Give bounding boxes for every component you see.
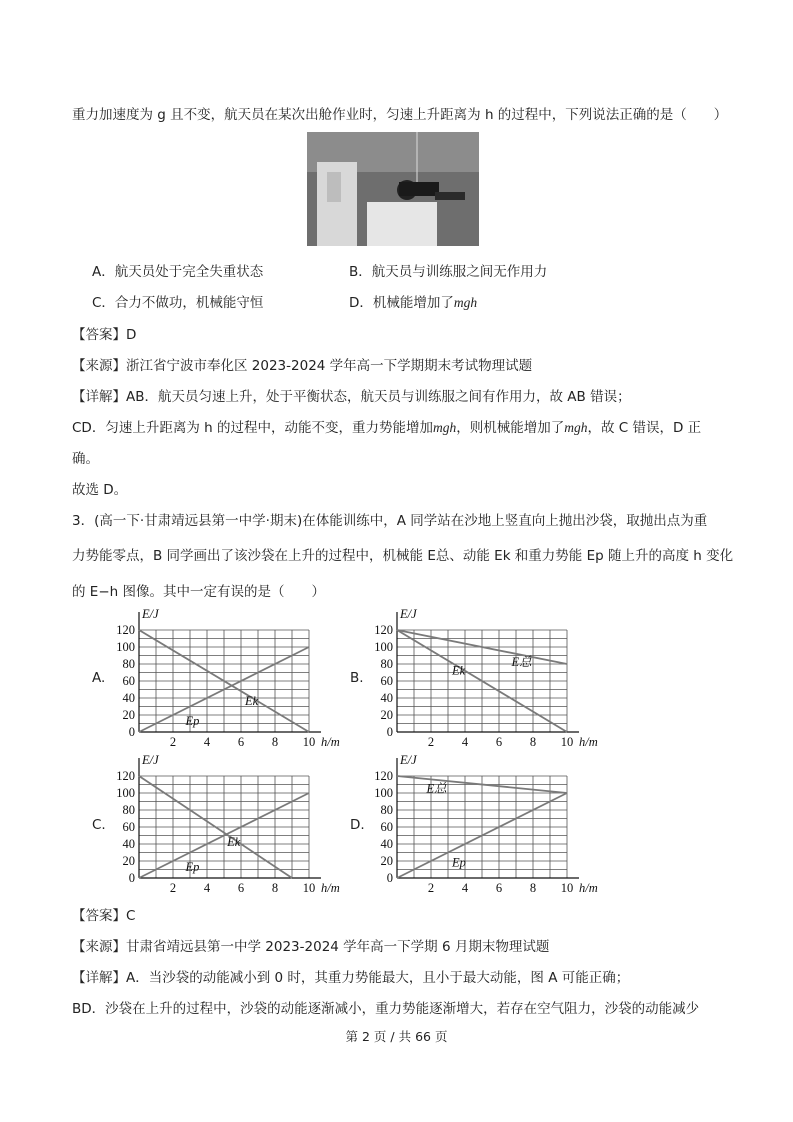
chart-c-letter: C. — [92, 817, 106, 833]
x-tick-label: 10 — [560, 735, 574, 749]
y-tick-label: 120 — [116, 769, 135, 783]
x-tick-label: 4 — [203, 735, 211, 749]
y-axis-label: E/J — [142, 754, 159, 767]
series-label: Ep — [185, 713, 200, 728]
y-tick-label: 20 — [122, 708, 135, 722]
chart-b — [363, 608, 613, 754]
q2-detail-2 — [72, 416, 701, 436]
q2-option-d — [349, 291, 477, 311]
q2-stem-line: 重力加速度为 g 且不变，航天员在某次出舱作业时，匀速上升距离为 h 的过程中，下列说法正确的是（ ） — [72, 107, 728, 123]
series-label: Ep — [452, 855, 466, 870]
chart-a — [105, 608, 345, 754]
y-tick-label: 20 — [380, 854, 393, 868]
y-axis-label: E/J — [400, 608, 417, 621]
x-tick-label: 6 — [495, 735, 503, 749]
q2-source: 【来源】浙江省宁波市奉化区 2023-2024 学年高一下学期期末考试物理试题 — [72, 358, 533, 374]
x-tick-label: 8 — [529, 735, 537, 749]
y-tick-label: 20 — [380, 708, 393, 722]
chart-d-letter: D. — [350, 817, 365, 833]
chart-b-svg — [363, 608, 613, 750]
q3-detail-1: 【详解】A．当沙袋的动能减小到 0 时，其重力势能最大，且小于最大动能，图 A 可能正确； — [72, 970, 630, 986]
q3-detail-2: BD．沙袋在上升的过程中，沙袋的动能逐渐减小，重力势能逐渐增大，若存在空气阻力，沙袋的动能减少 — [72, 1001, 700, 1017]
q2-option-a: A．航天员处于完全失重状态 — [92, 264, 264, 280]
y-tick-label: 0 — [386, 725, 393, 739]
q2-answer: 【答案】D — [72, 327, 137, 343]
q3-answer: 【答案】C — [72, 908, 136, 924]
chart-a-svg — [105, 608, 345, 750]
x-tick-label: 8 — [271, 735, 279, 749]
q2-detail-2d: mgh — [564, 420, 588, 435]
y-tick-label: 0 — [386, 871, 393, 885]
chart-d — [363, 754, 613, 900]
chart-d-svg — [363, 754, 613, 896]
y-tick-label: 60 — [380, 820, 393, 834]
q2-conclusion: 故选 D。 — [72, 482, 128, 498]
q3-stem-1: 3．(高一下·甘肃靖远县第一中学·期末)在体能训练中，A 同学站在沙地上竖直向上抛出沙袋，取抛出点为重 — [72, 513, 708, 529]
q2-option-b: B．航天员与训练服之间无作用力 — [349, 264, 548, 280]
chart-a-letter: A. — [92, 670, 106, 686]
q2-detail-3: 确。 — [72, 451, 99, 467]
x-tick-label: 10 — [302, 735, 316, 749]
x-tick-label: 10 — [560, 881, 574, 895]
y-tick-label: 80 — [122, 803, 135, 817]
y-tick-label: 60 — [122, 674, 135, 688]
x-tick-label: 10 — [302, 881, 316, 895]
y-axis-label: E/J — [142, 608, 159, 621]
y-tick-label: 80 — [380, 657, 393, 671]
series-label: Ek — [227, 835, 241, 850]
y-axis-label: E/J — [400, 754, 417, 767]
y-tick-label: 40 — [380, 837, 393, 851]
q2-option-d-formula: mgh — [453, 295, 478, 310]
y-tick-label: 40 — [122, 691, 135, 705]
series-label: Ek — [452, 663, 466, 678]
y-tick-label: 40 — [122, 837, 135, 851]
x-axis-label: h/m — [579, 881, 598, 895]
x-tick-label: 4 — [461, 881, 469, 895]
q2-detail-2c: ，则机械能增加了 — [456, 420, 565, 436]
y-tick-label: 60 — [380, 674, 393, 688]
chart-c-svg — [105, 754, 345, 896]
x-tick-label: 6 — [495, 881, 503, 895]
x-tick-label: 2 — [427, 881, 435, 895]
y-tick-label: 120 — [374, 769, 393, 783]
y-tick-label: 0 — [128, 725, 135, 739]
astronaut-training-photo — [307, 132, 479, 246]
q2-option-d-prefix: D．机械能增加了 — [349, 295, 454, 311]
x-tick-label: 4 — [203, 881, 211, 895]
x-tick-label: 2 — [169, 735, 177, 749]
y-tick-label: 80 — [380, 803, 393, 817]
y-tick-label: 80 — [122, 657, 135, 671]
q2-detail-1: 【详解】AB．航天员匀速上升，处于平衡状态，航天员与训练服之间有作用力，故 AB 错误； — [72, 389, 631, 405]
x-tick-label: 2 — [169, 881, 177, 895]
series-label: E总 — [426, 781, 447, 796]
series-label: Ep — [185, 859, 200, 874]
y-tick-label: 100 — [374, 786, 393, 800]
y-tick-label: 100 — [116, 786, 135, 800]
x-tick-label: 6 — [237, 881, 245, 895]
x-axis-label: h/m — [579, 735, 598, 749]
chart-b-letter: B. — [350, 670, 364, 686]
x-tick-label: 4 — [461, 735, 469, 749]
series-label: Ek — [245, 694, 259, 709]
series-label: E总 — [511, 655, 532, 670]
y-tick-label: 100 — [116, 640, 135, 654]
q3-stem-2: 力势能零点，B 同学画出了该沙袋在上升的过程中，机械能 E总、动能 Ek 和重力势能 Ep 随上升的高度 h 变化 — [72, 548, 734, 564]
x-tick-label: 8 — [271, 881, 279, 895]
q3-stem-3: 的 E−h 图像。其中一定有误的是（ ） — [72, 584, 325, 600]
y-tick-label: 40 — [380, 691, 393, 705]
q2-option-c: C．合力不做功，机械能守恒 — [92, 295, 264, 311]
y-tick-label: 60 — [122, 820, 135, 834]
x-tick-label: 2 — [427, 735, 435, 749]
x-tick-label: 6 — [237, 735, 245, 749]
y-tick-label: 100 — [374, 640, 393, 654]
chart-c — [105, 754, 345, 900]
q3-source: 【来源】甘肃省靖远县第一中学 2023-2024 学年高一下学期 6 月期末物理试题 — [72, 939, 550, 955]
x-tick-label: 8 — [529, 881, 537, 895]
q2-detail-2e: ，故 C 错误，D 正 — [587, 420, 702, 436]
page-footer: 第 2 页 / 共 66 页 — [345, 1029, 448, 1044]
q2-detail-2b: mgh — [432, 420, 457, 435]
x-axis-label: h/m — [321, 735, 340, 749]
q2-detail-2a: CD．匀速上升距离为 h 的过程中，动能不变，重力势能增加 — [72, 420, 433, 436]
y-tick-label: 20 — [122, 854, 135, 868]
y-tick-label: 120 — [374, 623, 393, 637]
y-tick-label: 0 — [128, 871, 135, 885]
x-axis-label: h/m — [321, 881, 340, 895]
y-tick-label: 120 — [116, 623, 135, 637]
